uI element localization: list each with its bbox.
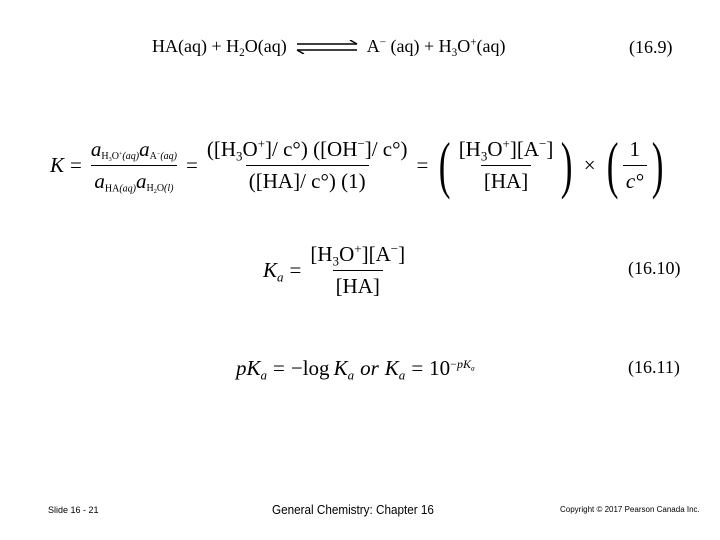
or-word: or — [360, 356, 379, 380]
footer-copyright: Copyright © 2017 Pearson Canada Inc. — [560, 505, 700, 514]
left-paren: ( — [439, 129, 451, 200]
equals-sign: = — [273, 356, 285, 380]
equation-16-10 — [263, 242, 408, 299]
Ka-numerator: $[H_3O^+][A^-]$ — [310, 241, 406, 269]
equals-sign: = — [186, 152, 198, 177]
standard-conc-fraction — [623, 137, 647, 194]
equilibrium-arrow-icon — [295, 40, 359, 54]
pKa-symbol: $pK_a$ — [236, 356, 268, 383]
concentration-numerator: ($[H_3O^+]/$ c°) ([OH−]/ c°) — [206, 135, 408, 164]
Ka-denominator: [HA] — [333, 270, 383, 299]
equation-K — [50, 129, 668, 200]
right-paren: ) — [561, 129, 573, 200]
ion-ratio-denominator: [HA] — [481, 165, 531, 194]
activity-numerator: $a_{H_3O^+(aq)}a_{A^-(aq)}$ — [90, 136, 177, 164]
ion-ratio-numerator: $[H_3O^+][A^-]$ — [458, 135, 554, 164]
right-paren: ) — [651, 129, 664, 200]
activity-denominator: $a_{HA(aq)}a_{H_2O(l)}$ — [91, 165, 176, 194]
power-of-ten: $10^{-pK_a}$ — [429, 356, 475, 380]
left-paren: ( — [606, 129, 619, 200]
equation-16-9 — [152, 36, 506, 57]
K-symbol: K — [50, 152, 65, 177]
standard-conc-denominator: c° — [623, 165, 647, 194]
equals-sign: = — [416, 152, 429, 177]
equation-number-16-10: (16.10) — [628, 258, 681, 278]
concentration-denominator: ([HA]/ c°) (1) — [246, 165, 369, 194]
Ka-fraction — [307, 242, 408, 299]
equals-sign: = — [289, 258, 302, 282]
equation-number-16-11: (16.11) — [628, 357, 680, 377]
activity-fraction — [88, 137, 180, 194]
ion-ratio-fraction — [456, 137, 557, 194]
Ka-symbol: $K_a$ — [384, 356, 406, 383]
minus-log: −log — [290, 356, 330, 380]
footer-title: General Chemistry: Chapter 16 — [272, 502, 434, 517]
eq169-rhs: A− $(aq) + H_3O^+(aq)$ — [366, 36, 506, 59]
equals-sign: = — [70, 152, 82, 177]
equals-sign: = — [411, 356, 424, 380]
concentration-fraction — [204, 137, 411, 194]
eq169-lhs: $HA(aq) + H_2O(aq)$ — [152, 36, 287, 59]
Ka-symbol: $K_a$ — [263, 258, 284, 285]
equation-number-16-9: (16.9) — [629, 37, 673, 57]
standard-conc-numerator: 1 — [629, 136, 640, 161]
Ka-symbol: $K_a$ — [333, 356, 355, 383]
slide-number: Slide 16 - 21 — [48, 505, 99, 515]
equation-16-11 — [236, 356, 475, 381]
times-sign: × — [583, 152, 596, 177]
